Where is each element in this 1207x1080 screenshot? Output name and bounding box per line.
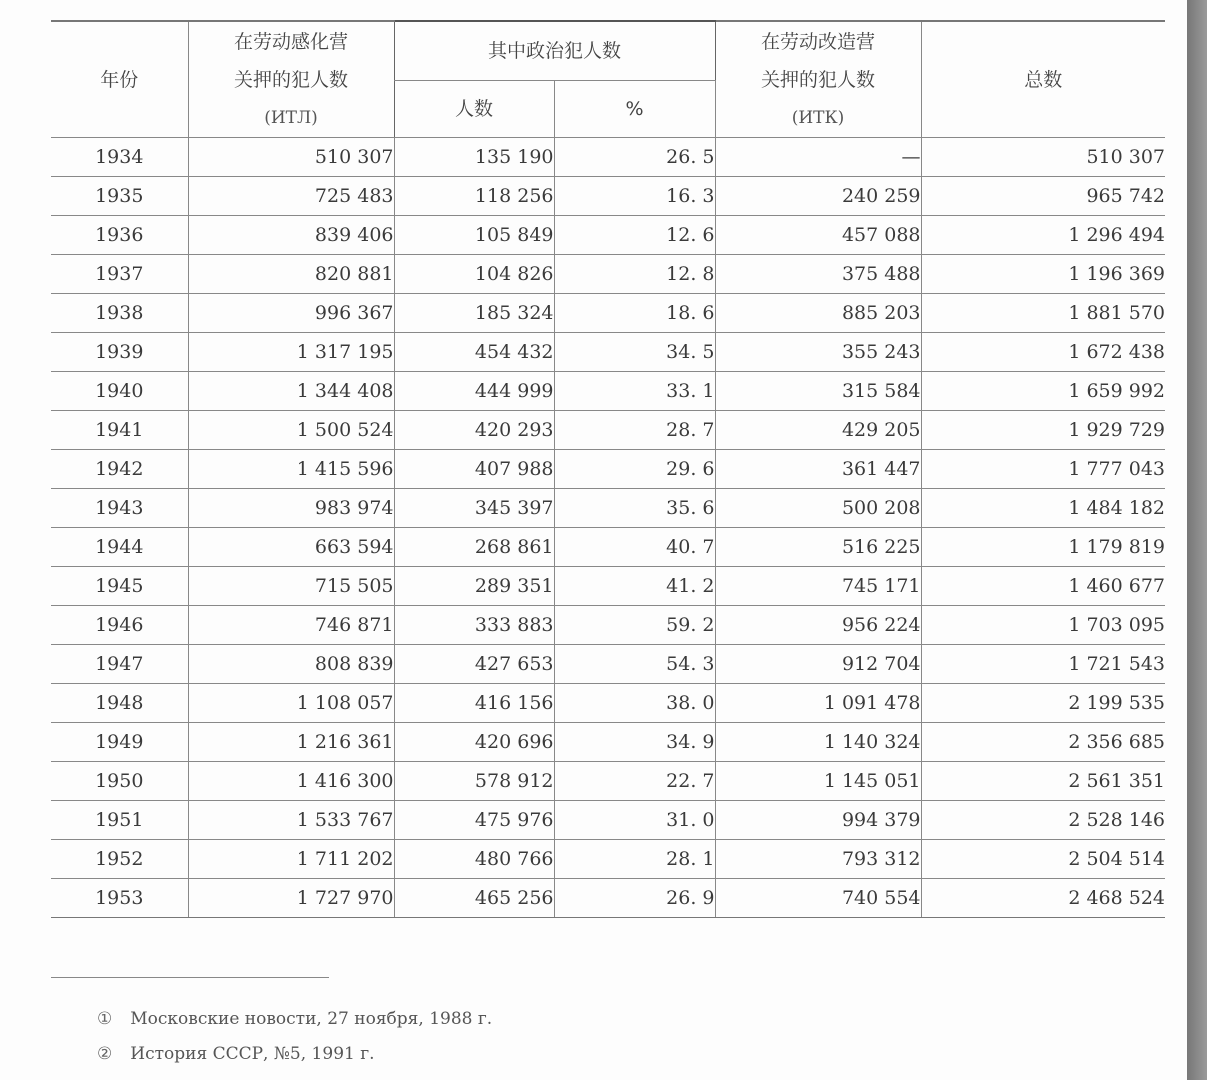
cell-political-count: 104 826 <box>394 255 554 294</box>
cell-itk: 457 088 <box>715 216 921 255</box>
cell-itl: 983 974 <box>188 489 394 528</box>
cell-itk: 956 224 <box>715 606 921 645</box>
table-row <box>51 645 1165 684</box>
table-row <box>51 840 1165 879</box>
table-row <box>51 333 1165 372</box>
cell-total: 1 929 729 <box>921 411 1165 450</box>
cell-total: 2 468 524 <box>921 879 1165 918</box>
cell-political-percent: 34. 5 <box>554 333 715 372</box>
table-row <box>51 177 1165 216</box>
cell-total: 2 504 514 <box>921 840 1165 879</box>
cell-year: 1937 <box>51 255 188 294</box>
table-row <box>51 255 1165 294</box>
cell-total: 1 881 570 <box>921 294 1165 333</box>
cell-total: 1 721 543 <box>921 645 1165 684</box>
cell-year: 1941 <box>51 411 188 450</box>
cell-total: 1 460 677 <box>921 567 1165 606</box>
cell-itk: 500 208 <box>715 489 921 528</box>
cell-political-percent: 54. 3 <box>554 645 715 684</box>
cell-year: 1952 <box>51 840 188 879</box>
table-row <box>51 762 1165 801</box>
cell-political-count: 407 988 <box>394 450 554 489</box>
cell-year: 1935 <box>51 177 188 216</box>
cell-political-count: 135 190 <box>394 138 554 177</box>
cell-political-percent: 59. 2 <box>554 606 715 645</box>
cell-total: 1 777 043 <box>921 450 1165 489</box>
cell-total: 1 179 819 <box>921 528 1165 567</box>
table-body <box>51 138 1165 918</box>
cell-political-count: 420 293 <box>394 411 554 450</box>
page-edge-shadow <box>1187 0 1207 1080</box>
cell-year: 1939 <box>51 333 188 372</box>
cell-political-percent: 29. 6 <box>554 450 715 489</box>
footnote-1 <box>97 1009 492 1029</box>
header-political: 其中政治犯人数 <box>394 21 715 81</box>
cell-political-count: 333 883 <box>394 606 554 645</box>
cell-itk: 912 704 <box>715 645 921 684</box>
cell-itk: 1 145 051 <box>715 762 921 801</box>
cell-itl: 725 483 <box>188 177 394 216</box>
cell-total: 2 356 685 <box>921 723 1165 762</box>
header-itl <box>188 21 394 138</box>
cell-total: 2 199 535 <box>921 684 1165 723</box>
header-itl-line2: 关押的犯人数 <box>233 68 348 91</box>
cell-political-count: 444 999 <box>394 372 554 411</box>
table-row <box>51 489 1165 528</box>
cell-political-count: 480 766 <box>394 840 554 879</box>
cell-political-count: 475 976 <box>394 801 554 840</box>
cell-political-count: 427 653 <box>394 645 554 684</box>
cell-political-percent: 34. 9 <box>554 723 715 762</box>
cell-itl: 1 727 970 <box>188 879 394 918</box>
table-row <box>51 372 1165 411</box>
cell-political-percent: 16. 3 <box>554 177 715 216</box>
cell-itl: 746 871 <box>188 606 394 645</box>
table-row <box>51 138 1165 177</box>
table-row <box>51 411 1165 450</box>
cell-year: 1950 <box>51 762 188 801</box>
cell-itl: 808 839 <box>188 645 394 684</box>
cell-itk: 885 203 <box>715 294 921 333</box>
cell-political-percent: 12. 8 <box>554 255 715 294</box>
cell-itl: 996 367 <box>188 294 394 333</box>
cell-political-percent: 26. 5 <box>554 138 715 177</box>
cell-total: 510 307 <box>921 138 1165 177</box>
cell-itk: 994 379 <box>715 801 921 840</box>
cell-itk: 745 171 <box>715 567 921 606</box>
cell-total: 1 703 095 <box>921 606 1165 645</box>
cell-total: 965 742 <box>921 177 1165 216</box>
cell-political-count: 578 912 <box>394 762 554 801</box>
cell-total: 1 296 494 <box>921 216 1165 255</box>
footnote-1-text: Московские новости, 27 ноября, 1988 г. <box>130 1009 493 1029</box>
cell-political-percent: 41. 2 <box>554 567 715 606</box>
cell-year: 1953 <box>51 879 188 918</box>
cell-year: 1948 <box>51 684 188 723</box>
table-row <box>51 723 1165 762</box>
cell-total: 1 659 992 <box>921 372 1165 411</box>
header-itk-line2: 关押的犯人数 <box>761 68 876 91</box>
cell-itl: 510 307 <box>188 138 394 177</box>
cell-itk: 240 259 <box>715 177 921 216</box>
cell-political-count: 289 351 <box>394 567 554 606</box>
cell-total: 1 196 369 <box>921 255 1165 294</box>
header-political-percent: % <box>554 81 715 138</box>
cell-itl: 1 500 524 <box>188 411 394 450</box>
table-row <box>51 801 1165 840</box>
cell-itl: 820 881 <box>188 255 394 294</box>
cell-itl: 839 406 <box>188 216 394 255</box>
header-itl-abbr: (ИТЛ) <box>264 107 318 128</box>
header-itk-line1: 在劳动改造营 <box>761 30 876 53</box>
header-political-count: 人数 <box>394 81 554 138</box>
header-year: 年份 <box>51 21 188 138</box>
table-row <box>51 450 1165 489</box>
cell-political-percent: 22. 7 <box>554 762 715 801</box>
header-total: 总数 <box>921 21 1165 138</box>
cell-political-count: 420 696 <box>394 723 554 762</box>
cell-year: 1946 <box>51 606 188 645</box>
table-row <box>51 528 1165 567</box>
cell-political-percent: 28. 1 <box>554 840 715 879</box>
cell-itl: 1 711 202 <box>188 840 394 879</box>
cell-political-count: 105 849 <box>394 216 554 255</box>
table-row <box>51 684 1165 723</box>
cell-year: 1951 <box>51 801 188 840</box>
cell-itl: 1 317 195 <box>188 333 394 372</box>
cell-total: 2 561 351 <box>921 762 1165 801</box>
footnote-divider <box>51 977 329 978</box>
cell-itk: 429 205 <box>715 411 921 450</box>
cell-political-percent: 38. 0 <box>554 684 715 723</box>
footnote-2-mark: ② <box>97 1044 113 1064</box>
cell-political-count: 118 256 <box>394 177 554 216</box>
table-row <box>51 294 1165 333</box>
table-row <box>51 879 1165 918</box>
cell-year: 1934 <box>51 138 188 177</box>
footnote-1-mark: ① <box>97 1009 113 1029</box>
table-row <box>51 606 1165 645</box>
cell-year: 1945 <box>51 567 188 606</box>
cell-itl: 663 594 <box>188 528 394 567</box>
cell-total: 1 484 182 <box>921 489 1165 528</box>
cell-political-percent: 33. 1 <box>554 372 715 411</box>
cell-itl: 715 505 <box>188 567 394 606</box>
cell-political-count: 465 256 <box>394 879 554 918</box>
cell-itk: — <box>715 138 921 177</box>
cell-year: 1936 <box>51 216 188 255</box>
cell-itk: 793 312 <box>715 840 921 879</box>
cell-itl: 1 344 408 <box>188 372 394 411</box>
cell-political-count: 454 432 <box>394 333 554 372</box>
cell-itk: 1 140 324 <box>715 723 921 762</box>
cell-total: 1 672 438 <box>921 333 1165 372</box>
cell-itk: 375 488 <box>715 255 921 294</box>
cell-political-count: 345 397 <box>394 489 554 528</box>
header-itl-line1: 在劳动感化营 <box>233 30 348 53</box>
cell-political-percent: 18. 6 <box>554 294 715 333</box>
table-row <box>51 567 1165 606</box>
header-itk-abbr: (ИТК) <box>791 107 845 128</box>
cell-political-percent: 26. 9 <box>554 879 715 918</box>
cell-year: 1949 <box>51 723 188 762</box>
cell-itk: 361 447 <box>715 450 921 489</box>
cell-political-percent: 35. 6 <box>554 489 715 528</box>
cell-political-percent: 31. 0 <box>554 801 715 840</box>
cell-itl: 1 533 767 <box>188 801 394 840</box>
cell-political-percent: 28. 7 <box>554 411 715 450</box>
cell-itl: 1 108 057 <box>188 684 394 723</box>
footnote-2 <box>97 1044 375 1064</box>
cell-itk: 740 554 <box>715 879 921 918</box>
cell-year: 1938 <box>51 294 188 333</box>
cell-political-count: 185 324 <box>394 294 554 333</box>
cell-itk: 516 225 <box>715 528 921 567</box>
prisoner-statistics-table <box>51 20 1165 918</box>
cell-year: 1947 <box>51 645 188 684</box>
cell-political-percent: 40. 7 <box>554 528 715 567</box>
cell-year: 1940 <box>51 372 188 411</box>
cell-itl: 1 416 300 <box>188 762 394 801</box>
cell-total: 2 528 146 <box>921 801 1165 840</box>
cell-itk: 355 243 <box>715 333 921 372</box>
cell-year: 1942 <box>51 450 188 489</box>
cell-political-count: 268 861 <box>394 528 554 567</box>
cell-year: 1944 <box>51 528 188 567</box>
header-itk <box>715 21 921 138</box>
cell-year: 1943 <box>51 489 188 528</box>
footnote-2-text: История СССР, №5, 1991 г. <box>130 1044 375 1064</box>
cell-political-count: 416 156 <box>394 684 554 723</box>
cell-political-percent: 12. 6 <box>554 216 715 255</box>
cell-itl: 1 415 596 <box>188 450 394 489</box>
cell-itl: 1 216 361 <box>188 723 394 762</box>
cell-itk: 1 091 478 <box>715 684 921 723</box>
table-row <box>51 216 1165 255</box>
cell-itk: 315 584 <box>715 372 921 411</box>
